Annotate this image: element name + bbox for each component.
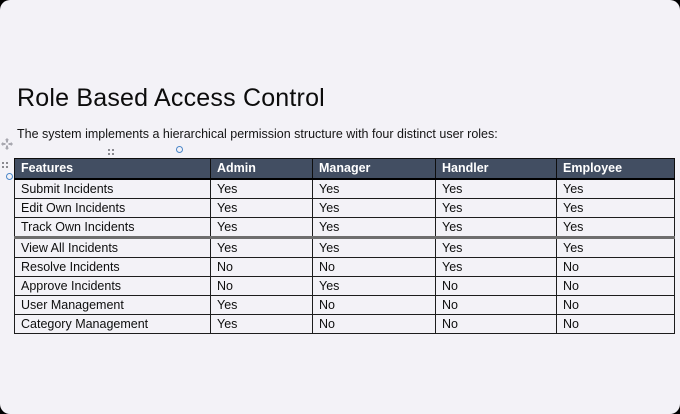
column-anchor-icon[interactable]: [176, 146, 183, 153]
value-cell: Yes: [557, 238, 675, 258]
table-row: [15, 179, 675, 199]
feature-cell: Edit Own Incidents: [15, 199, 211, 218]
value-cell: No: [313, 296, 436, 315]
value-cell: No: [313, 258, 436, 277]
value-cell: Yes: [313, 218, 436, 238]
value-cell: No: [557, 315, 675, 334]
column-header-features: Features: [15, 159, 211, 180]
value-cell: No: [211, 258, 313, 277]
column-header-manager: Manager: [313, 159, 436, 180]
row-drag-handle-icon[interactable]: [2, 162, 8, 168]
value-cell: Yes: [211, 218, 313, 238]
value-cell: No: [436, 296, 557, 315]
column-header-employee: Employee: [557, 159, 675, 180]
value-cell: Yes: [436, 238, 557, 258]
value-cell: Yes: [436, 199, 557, 218]
value-cell: No: [313, 315, 436, 334]
column-header-handler: Handler: [436, 159, 557, 180]
value-cell: Yes: [211, 179, 313, 199]
value-cell: No: [557, 296, 675, 315]
value-cell: Yes: [313, 199, 436, 218]
value-cell: Yes: [436, 258, 557, 277]
value-cell: No: [557, 277, 675, 296]
rbac-permissions-table: [14, 158, 675, 334]
feature-cell: Approve Incidents: [15, 277, 211, 296]
row-anchor-icon[interactable]: [6, 173, 13, 180]
feature-cell: User Management: [15, 296, 211, 315]
table-row: [15, 199, 675, 218]
value-cell: Yes: [211, 199, 313, 218]
value-cell: Yes: [557, 218, 675, 238]
value-cell: Yes: [211, 315, 313, 334]
value-cell: No: [557, 258, 675, 277]
value-cell: Yes: [436, 179, 557, 199]
move-cursor-icon[interactable]: [1, 137, 13, 149]
feature-cell: Resolve Incidents: [15, 258, 211, 277]
value-cell: Yes: [211, 238, 313, 258]
table-row: [15, 296, 675, 315]
feature-cell: Category Management: [15, 315, 211, 334]
value-cell: No: [436, 277, 557, 296]
feature-cell: Track Own Incidents: [15, 218, 211, 238]
table-row: [15, 238, 675, 258]
value-cell: Yes: [313, 277, 436, 296]
value-cell: No: [436, 315, 557, 334]
value-cell: Yes: [557, 179, 675, 199]
value-cell: Yes: [557, 199, 675, 218]
table-row: [15, 277, 675, 296]
table-row: [15, 218, 675, 238]
page-subtitle: The system implements a hierarchical permission structure with four distinct user roles:: [17, 127, 498, 141]
value-cell: No: [211, 277, 313, 296]
value-cell: Yes: [313, 179, 436, 199]
table-row: [15, 315, 675, 334]
value-cell: Yes: [211, 296, 313, 315]
feature-cell: Submit Incidents: [15, 179, 211, 199]
feature-cell: View All Incidents: [15, 238, 211, 258]
column-header-admin: Admin: [211, 159, 313, 180]
value-cell: Yes: [313, 238, 436, 258]
value-cell: Yes: [436, 218, 557, 238]
table-header-row: [15, 159, 675, 180]
table-drag-handle-icon[interactable]: [108, 149, 114, 155]
table-row: [15, 258, 675, 277]
page-title: Role Based Access Control: [17, 84, 325, 112]
